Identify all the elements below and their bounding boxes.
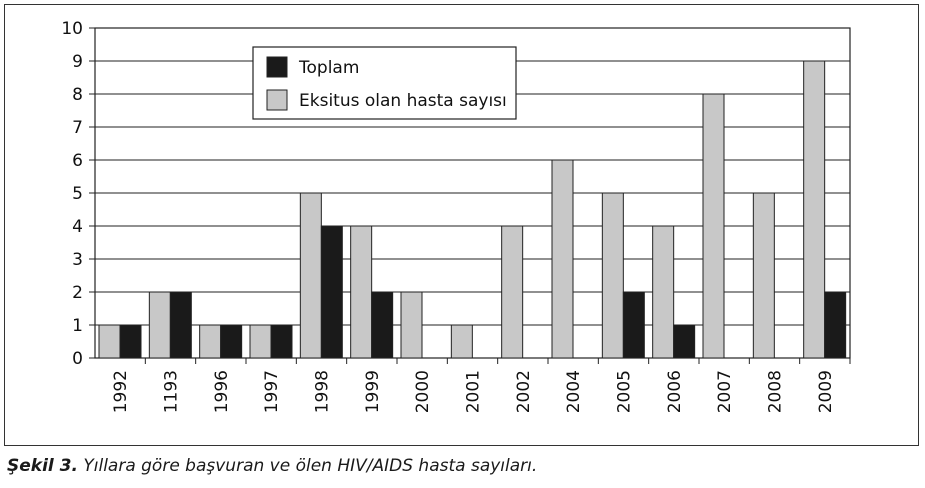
bar-eksitus: [300, 193, 321, 358]
caption-label: Şekil 3.: [7, 456, 78, 476]
bar-eksitus: [703, 94, 724, 358]
x-tick-label: 1997: [262, 370, 283, 414]
bar-eksitus: [552, 160, 573, 358]
bar-eksitus: [602, 193, 623, 358]
y-tick-label: 8: [72, 85, 83, 105]
y-tick-label: 10: [61, 19, 83, 39]
y-tick-label: 2: [72, 283, 83, 303]
x-tick-label: 1998: [312, 370, 333, 414]
x-tick-label: 2004: [564, 370, 585, 414]
bar-eksitus: [451, 325, 472, 358]
bar-toplam: [221, 325, 242, 358]
x-tick-label: 2000: [413, 370, 434, 414]
y-tick-label: 9: [72, 52, 83, 72]
legend-label: Toplam: [299, 58, 360, 78]
bar-toplam: [120, 325, 141, 358]
y-tick-label: 4: [72, 217, 83, 237]
bar-eksitus: [200, 325, 221, 358]
y-tick-label: 1: [72, 316, 83, 336]
x-tick-label: 1193: [161, 370, 182, 414]
figure-caption: [7, 456, 537, 476]
bar-toplam: [674, 325, 695, 358]
bar-eksitus: [351, 226, 372, 358]
bar-toplam: [170, 292, 191, 358]
bar-eksitus: [502, 226, 523, 358]
bar-toplam: [372, 292, 393, 358]
bar-eksitus: [653, 226, 674, 358]
y-tick-label: 6: [72, 151, 83, 171]
x-tick-label: 2008: [765, 370, 786, 414]
x-tick-label: 1999: [362, 370, 383, 414]
x-tick-label: 2007: [715, 370, 736, 414]
legend-swatch: [267, 57, 287, 77]
x-tick-label: 2009: [815, 370, 836, 414]
caption-text: Yıllara göre başvuran ve ölen HIV/AIDS hasta sayıları.: [77, 456, 538, 476]
legend-label: Eksitus olan hasta sayısı: [299, 91, 507, 111]
y-tick-label: 0: [72, 349, 83, 369]
x-tick-label: 2005: [614, 370, 635, 414]
bar-toplam: [825, 292, 846, 358]
legend-swatch: [267, 90, 287, 110]
bar-toplam: [271, 325, 292, 358]
x-tick-label: 1996: [211, 370, 232, 414]
bar-eksitus: [804, 61, 825, 358]
y-tick-label: 3: [72, 250, 83, 270]
bar-eksitus: [99, 325, 120, 358]
x-tick-label: 2002: [513, 370, 534, 414]
bar-eksitus: [250, 325, 271, 358]
x-tick-label: 2001: [463, 370, 484, 414]
bar-toplam: [321, 226, 342, 358]
y-tick-label: 5: [72, 184, 83, 204]
bar-eksitus: [401, 292, 422, 358]
x-tick-label: 1992: [111, 370, 132, 414]
bar-eksitus: [753, 193, 774, 358]
y-tick-label: 7: [72, 118, 83, 138]
x-tick-label: 2006: [664, 370, 685, 414]
bar-toplam: [623, 292, 644, 358]
bar-eksitus: [149, 292, 170, 358]
